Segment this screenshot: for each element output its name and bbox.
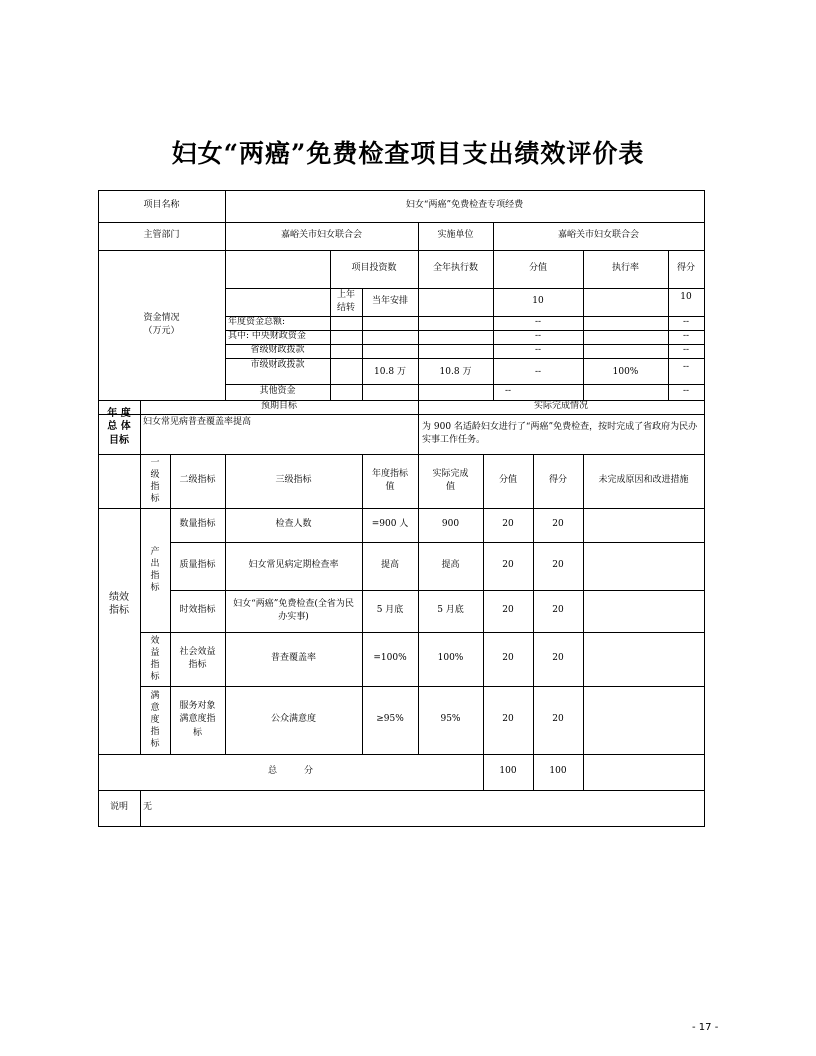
- header-invest: 项目投资数: [351, 263, 397, 274]
- indicator-level2: 服务对象 满意度指 标: [179, 701, 216, 738]
- fund-row-exec: 10.8 万: [439, 367, 472, 378]
- header-score-value: 分值: [528, 263, 547, 274]
- indicator-target: =100%: [373, 653, 407, 664]
- actual-completion-text: 为 900 名适龄妇女进行了“两癌”免费检查，按时完成了省政府为民办实事工作任务。: [422, 421, 698, 445]
- indicator-score-value: 20: [502, 605, 514, 616]
- indicator-level2: 社会效益 指标: [179, 646, 216, 670]
- header-annual-target: 年度指标 值: [371, 468, 408, 492]
- indicator-level3: 妇女“两癌”免费检查(全省为民办实事): [233, 598, 354, 622]
- page-title: 妇女“两癌”免费检查项目支出绩效评价表: [171, 139, 645, 168]
- fund-row-score-value: --: [534, 331, 542, 342]
- indicator-level3: 公众满意度: [270, 714, 316, 725]
- impl-unit-value: 嘉峪关市妇女联合会: [557, 230, 639, 241]
- project-name-value: 妇女“两癌”免费检查专项经费: [405, 200, 524, 211]
- indicator-target: 5 月底: [376, 605, 404, 616]
- indicator-target: =900 人: [371, 519, 409, 530]
- fund-row-score-value: --: [534, 317, 542, 328]
- indicator-level3: 妇女常见病定期检查率: [248, 560, 339, 571]
- expected-goal-label: 预期目标: [260, 401, 297, 412]
- table-line: [225, 288, 705, 289]
- header-reason: 未完成原因和改进措施: [598, 475, 689, 486]
- header-score: 得分: [676, 263, 695, 274]
- total-score: 100: [549, 766, 567, 777]
- header-actual-value: 实际完成 值: [432, 468, 469, 492]
- indicator-level3: 检查人数: [275, 519, 312, 530]
- indicator-level2: 数量指标: [179, 519, 216, 530]
- indicator-score: 20: [552, 605, 564, 616]
- fund-row-score-value: --: [504, 386, 512, 397]
- indicator-score: 20: [552, 519, 564, 530]
- indicator-score-value: 20: [502, 519, 514, 530]
- annual-goal-label: 年 度 总 体 目标: [107, 407, 131, 446]
- header-level3: 三级指标: [275, 475, 312, 486]
- indicator-actual: 95%: [440, 714, 461, 725]
- indicator-score: 20: [552, 653, 564, 664]
- page-number: - 17 -: [692, 1022, 719, 1033]
- header-exec: 全年执行数: [432, 263, 478, 274]
- indicator-level3: 普查覆盖率: [270, 653, 316, 664]
- total-score-value: 100: [499, 766, 517, 777]
- actual-completion-label: 实际完成情况: [533, 401, 588, 412]
- fund-row-score: --: [682, 331, 690, 342]
- header-rate: 执行率: [611, 263, 639, 274]
- fund-row-label: 市级财政拨款: [250, 360, 305, 371]
- indicator-actual: 5 月底: [437, 605, 464, 616]
- output-indicator-label: 产出指标: [150, 546, 160, 594]
- indicator-target: ≥95%: [376, 714, 404, 725]
- total-score-label: 总 分: [267, 766, 313, 777]
- fund-row-label: 年度资金总额:: [228, 317, 286, 328]
- indicator-actual: 100%: [437, 653, 464, 664]
- funds-top-score: 10: [680, 292, 692, 303]
- table-line: [704, 190, 705, 827]
- fund-row-score: --: [682, 345, 690, 356]
- impl-unit-label: 实施单位: [437, 230, 474, 241]
- indicator-actual: 提高: [441, 560, 460, 571]
- dept-label: 主管部门: [143, 230, 180, 241]
- project-name-label: 项目名称: [143, 200, 180, 211]
- fund-row-rate: 100%: [612, 367, 639, 378]
- funds-label: 资金情况 （万元）: [143, 312, 180, 336]
- sub-current-year: 当年安排: [371, 296, 408, 307]
- benefit-indicator-label: 效益指标: [150, 635, 160, 683]
- table-line: [98, 826, 705, 827]
- performance-indicator-label: 绩效指标: [109, 591, 129, 616]
- note-label: 说明: [109, 802, 128, 813]
- indicator-actual: 900: [441, 519, 460, 530]
- fund-row-current: 10.8 万: [374, 367, 406, 378]
- fund-row-label: 其他资金: [259, 386, 296, 397]
- header-level2: 二级指标: [179, 475, 216, 486]
- fund-row-label: 省级财政拨款: [250, 345, 305, 356]
- fund-row-label: 其中: 中央财政资金: [228, 331, 306, 342]
- expected-goal-text: 妇女常见病普查覆盖率提高: [143, 417, 252, 428]
- indicator-score-value: 20: [502, 560, 514, 571]
- sub-prev-carry: 上年 结转: [336, 289, 355, 313]
- dept-value: 嘉峪关市妇女联合会: [280, 230, 362, 241]
- header-score: 得分: [548, 475, 567, 486]
- fund-row-score: --: [682, 386, 690, 397]
- header-score-value: 分值: [498, 475, 517, 486]
- indicator-target: 提高: [380, 560, 399, 571]
- header-level1: 一级指标: [150, 457, 160, 505]
- note-value: 无: [143, 802, 153, 813]
- fund-row-score-value: --: [534, 345, 542, 356]
- indicator-level2: 时效指标: [179, 605, 216, 616]
- indicator-score: 20: [552, 560, 564, 571]
- indicator-score: 20: [552, 714, 564, 725]
- satisfaction-indicator-label: 满意度指标: [150, 690, 160, 750]
- fund-row-score-value: --: [534, 367, 542, 378]
- indicator-score-value: 20: [502, 714, 514, 725]
- fund-row-score: --: [682, 317, 690, 328]
- funds-top-score-value: 10: [532, 296, 544, 307]
- indicator-score-value: 20: [502, 653, 514, 664]
- fund-row-score: --: [682, 362, 690, 373]
- indicator-level2: 质量指标: [179, 560, 216, 571]
